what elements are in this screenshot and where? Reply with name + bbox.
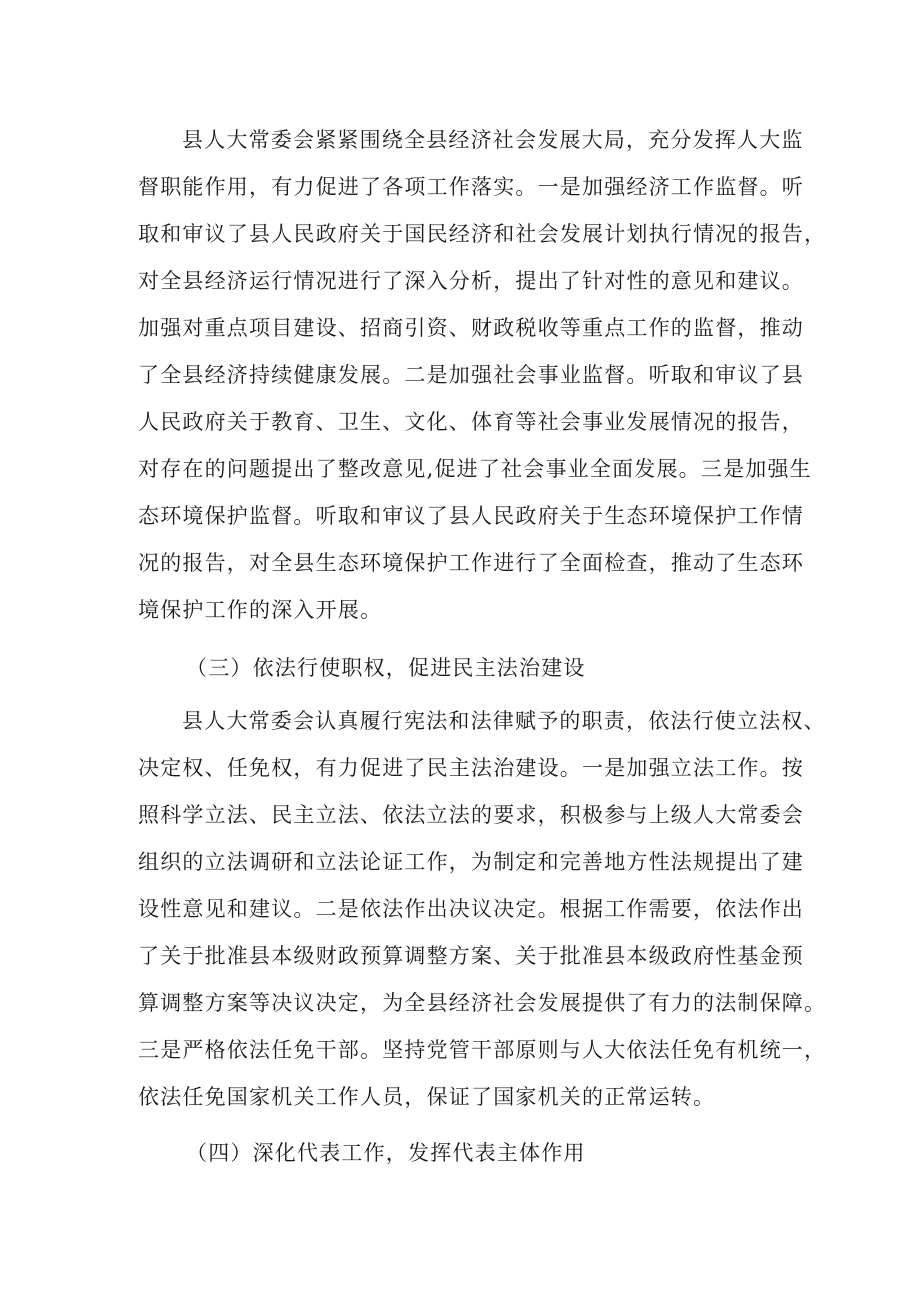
paragraph-1-line-1: 县人大常委会紧紧围绕全县经济社会发展大局，充分发挥人大监 [182, 128, 804, 152]
paragraph-2-line-2: 决定权、任免权，有力促进了民主法治建设。一是加强立法工作。按 [138, 756, 804, 780]
section-heading-3: （三）依法行使职权，促进民主法治建设 [186, 656, 586, 680]
paragraph-2-line-3: 照科学立法、民主立法、依法立法的要求，积极参与上级人大常委会 [138, 803, 804, 827]
paragraph-2-line-7: 算调整方案等决议决定，为全县经济社会发展提供了有力的法制保障。 [138, 991, 827, 1015]
paragraph-2-line-4: 组织的立法调研和立法论证工作，为制定和完善地方性法规提出了建 [138, 850, 804, 874]
section-heading-4: （四）深化代表工作，发挥代表主体作用 [186, 1141, 586, 1165]
paragraph-1-line-7: 人民政府关于教育、卫生、文化、体育等社会事业发展情况的报告， [138, 410, 804, 434]
paragraph-2-line-8: 三是严格依法任免干部。坚持党管干部原则与人大依法任免有机统一， [138, 1038, 827, 1062]
paragraph-1-line-6: 了全县经济持续健康发展。二是加强社会事业监督。听取和审议了县 [138, 363, 804, 387]
paragraph-2-line-1: 县人大常委会认真履行宪法和法律赋予的职责，依法行使立法权、 [182, 709, 826, 733]
paragraph-1-line-9: 态环境保护监督。听取和审议了县人民政府关于生态环境保护工作情 [138, 504, 804, 528]
paragraph-2-line-5: 设性意见和建议。二是依法作出决议决定。根据工作需要，依法作出 [138, 897, 804, 921]
paragraph-1-line-4: 对全县经济运行情况进行了深入分析，提出了针对性的意见和建议。 [138, 269, 804, 293]
paragraph-1-line-11: 境保护工作的深入开展。 [138, 598, 383, 622]
paragraph-1-line-2: 督职能作用，有力促进了各项工作落实。一是加强经济工作监督。听 [138, 175, 804, 199]
paragraph-1-line-10: 况的报告，对全县生态环境保护工作进行了全面检查，推动了生态环 [138, 551, 804, 575]
paragraph-2-line-6: 了关于批准县本级财政预算调整方案、关于批准县本级政府性基金预 [138, 944, 804, 968]
paragraph-1-line-8: 对存在的问题提出了整改意见,促进了社会事业全面发展。三是加强生 [138, 457, 812, 481]
paragraph-1-line-5: 加强对重点项目建设、招商引资、财政税收等重点工作的监督，推动 [138, 316, 804, 340]
paragraph-2-line-9: 依法任免国家机关工作人员，保证了国家机关的正常运转。 [138, 1085, 716, 1109]
paragraph-1-line-3: 取和审议了县人民政府关于国民经济和社会发展计划执行情况的报告， [138, 222, 827, 246]
